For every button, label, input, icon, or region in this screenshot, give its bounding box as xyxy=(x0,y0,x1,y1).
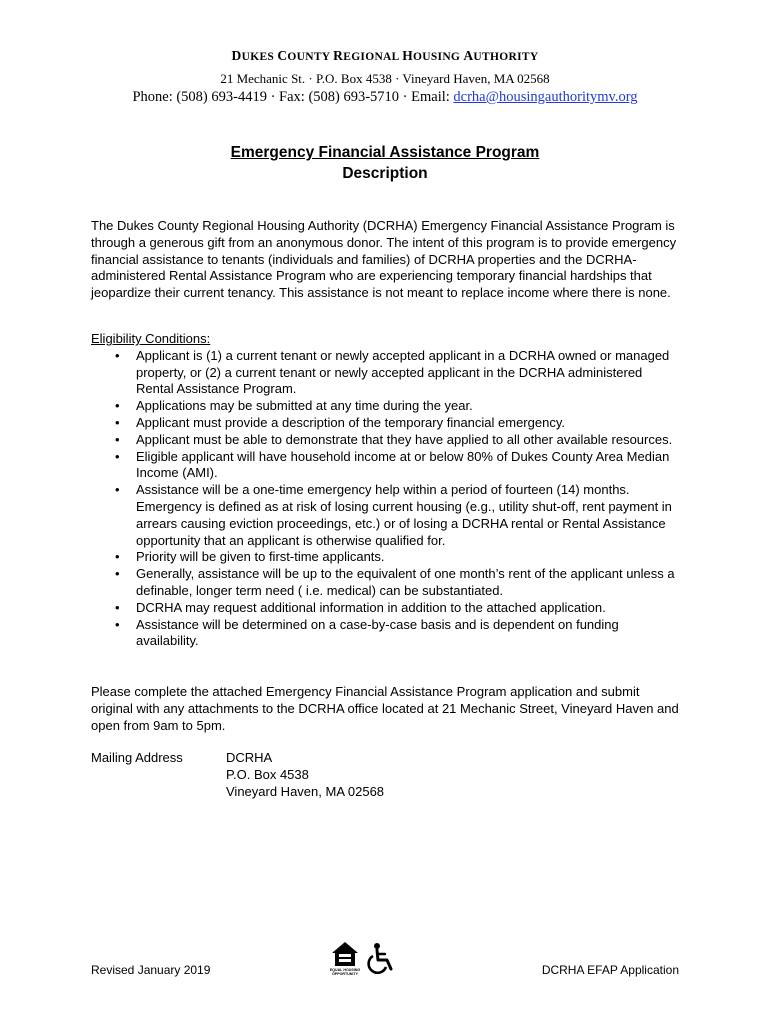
svg-text:EQUAL HOUSING: EQUAL HOUSING xyxy=(329,968,361,972)
bullet-icon: • xyxy=(115,431,120,447)
list-item: • DCRHA may request additional information in addition to the attached application. xyxy=(115,599,606,615)
bullet-icon: • xyxy=(115,414,120,430)
bullet-icon: • xyxy=(115,616,120,632)
title-line-2: Description xyxy=(342,165,428,182)
eligibility-label: Eligibility Conditions: xyxy=(91,331,211,346)
organization-address: 21 Mechanic St. · P.O. Box 4538 · Vineyard Haven, MA 02568 xyxy=(220,71,550,86)
mailing-address-label: Mailing Address xyxy=(91,750,183,765)
mailing-address-line-1: DCRHA xyxy=(226,750,273,765)
eligibility-list xyxy=(91,348,681,650)
list-item: • Applications may be submitted at any time during the year. xyxy=(115,398,473,414)
organization-name: DUKES COUNTY REGIONAL HOUSING AUTHORITY xyxy=(231,48,539,63)
wheelchair-accessibility-icon xyxy=(369,943,391,973)
bullet-icon: • xyxy=(115,398,120,414)
title-line-1: Emergency Financial Assistance Program xyxy=(230,144,540,161)
list-item: • Assistance will be a one-time emergency help within a period of fourteen (14) months. Emergency is defined as at risk of losing current housing (e.g., utility shut-off, rent payment in arrears causing eviction proceedings, etc.) or of losing a DCRHA rental or Rental Assistance opportunity that an applicant is otherwise qualified for. xyxy=(115,482,672,548)
list-item: • Applicant must be able to demonstrate that they have applied to all other available resources. xyxy=(115,431,673,447)
list-item: • Generally, assistance will be up to the equivalent of one month’s rent of the applicant unless a definable, longer term need ( i.e. medical) can be substantiated. xyxy=(115,566,675,598)
logos-svg xyxy=(328,938,398,978)
list-item: • Applicant must provide a description of the temporary financial emergency. xyxy=(115,414,565,430)
intro-paragraph: The Dukes County Regional Housing Authority (DCRHA) Emergency Financial Assistance Program is through a generous gift from an anonymous donor. The intent of this program is to provide emergency financial assistance to tenants (individuals and families) of DCRHA properties and the DCRHA-administered Rental Assistance Program who are experiencing temporary financial hardships that jeopardize their current tenancy. This assistance is not meant to replace income where there is none. xyxy=(91,218,677,301)
bullet-icon: • xyxy=(115,482,120,498)
list-item: • Assistance will be determined on a case-by-case basis and is dependent on funding availability. xyxy=(115,616,619,649)
footer-logos xyxy=(328,938,398,978)
list-item: • Priority will be given to first-time applicants. xyxy=(115,549,385,565)
svg-text:OPPORTUNITY: OPPORTUNITY xyxy=(332,972,358,976)
revision-date: Revised January 2019 xyxy=(91,963,211,977)
closing-paragraph: Please complete the attached Emergency Financial Assistance Program application and submit original with any attachments to the DCRHA office located at 21 Mechanic Street, Vineyard Haven and open from 9am to 5pm. xyxy=(91,684,679,733)
mailing-address-line-2: P.O. Box 4538 xyxy=(226,766,309,782)
bullet-icon: • xyxy=(115,599,120,615)
document-identifier: DCRHA EFAP Application xyxy=(541,963,679,977)
bullet-icon: • xyxy=(115,347,120,363)
eligibility-section xyxy=(91,331,681,650)
list-item: • Eligible applicant will have household income at or below 80% of Dukes County Area Median Income (AMI). xyxy=(115,448,670,481)
letterhead xyxy=(0,49,770,106)
mailing-address-line-3: Vineyard Haven, MA 02568 xyxy=(226,783,385,799)
document-title xyxy=(0,142,770,184)
list-item: • Applicant is (1) a current tenant or newly accepted applicant in a DCRHA owned or managed property, or (2) a current tenant or newly accepted applicant in the DCRHA administered Rental Assistance Program. xyxy=(115,347,670,397)
bullet-icon: • xyxy=(115,566,120,582)
bullet-icon: • xyxy=(115,549,120,565)
email-link[interactable]: dcrha@housingauthoritymv.org xyxy=(453,89,638,105)
contact-line xyxy=(0,89,770,106)
bullet-icon: • xyxy=(115,448,120,464)
equal-housing-opportunity-icon xyxy=(330,942,360,976)
contact-phone-fax: Phone: (508) 693-4419 · Fax: (508) 693-5710 · Email: xyxy=(132,89,454,105)
mailing-address xyxy=(226,750,384,800)
